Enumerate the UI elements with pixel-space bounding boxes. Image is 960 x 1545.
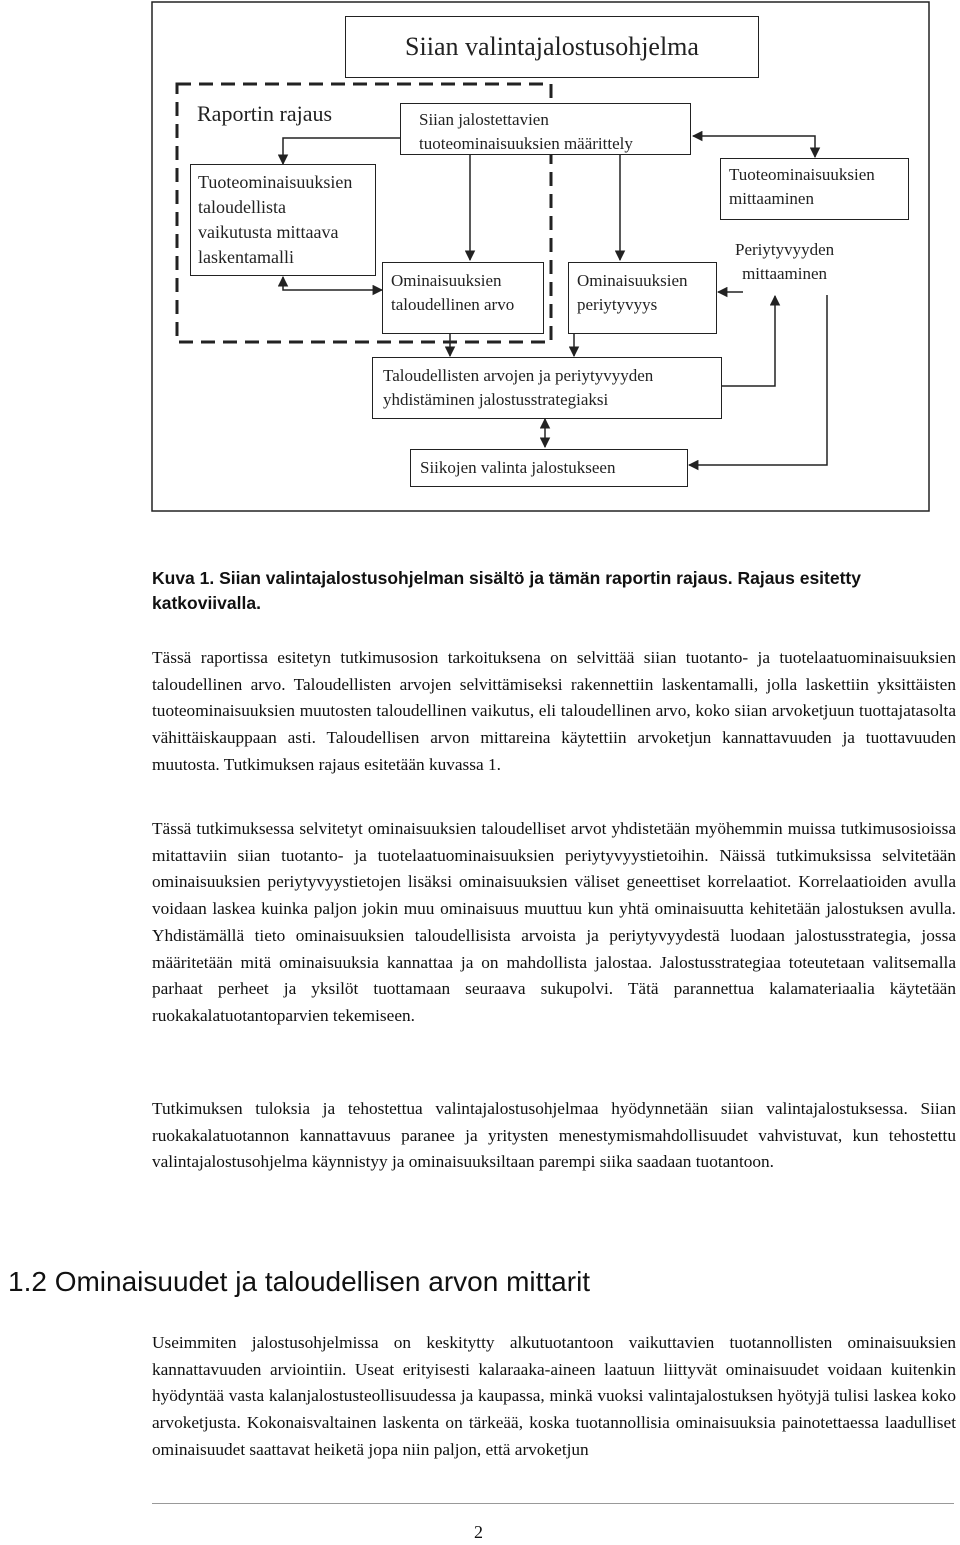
combining-line: yhdistäminen jalostusstrategiaksi xyxy=(383,390,609,409)
arrow-definition-measurement xyxy=(693,136,815,157)
economic-value-line: taloudellinen arvo xyxy=(391,295,515,314)
trait-measurement-line: mittaaminen xyxy=(729,189,814,208)
heritability-measurement-line: Periytyvyyden xyxy=(735,240,835,259)
box-trait-measurement xyxy=(720,158,909,220)
calc-model-border xyxy=(190,164,376,276)
heritability-line: Ominaisuuksien xyxy=(577,271,688,290)
calc-model-line: laskentamalli xyxy=(198,247,294,267)
calc-model-line: taloudellista xyxy=(198,197,286,217)
paragraph-1: Tässä raportissa esitetyn tutkimusosion tarkoituksena on selvittää siian tuotanto- ja tuotelaatuominaisuuksien taloudellinen arvo. Taloudellisten arvojen selvittämiseksi rakennettiin laskentamalli, jolla laskettiin yksittäisten tuoteominaisuuksien muutosten taloudellinen vaikutus, eli taloudellinen arvo, koko siian arvoketjuun tuottajatasolta vähittäiskauppaan asti. Taloudellisen arvon mittareina käytettiin arvoketjun kannattavuuden ja tuottavuuden muutosta. Tutkimuksen rajaus esitetään kuvassa 1. xyxy=(152,648,956,774)
paragraph-3: Tutkimuksen tuloksia ja tehostettua valintajalostusohjelmaa hyödynnetään siian valintajalostuksessa. Siian ruokakalatuotannon kannattavuus paranee ja yritysten menestymismahdollisuudet vahvistuvat, kun tehostettu valintajalostusohjelma käynnistyy ja ominaisuuksiltaan parempi siika saadaan tuotantoon. xyxy=(152,1099,956,1172)
combining-line: Taloudellisten arvojen ja periytyvyyden xyxy=(383,366,654,385)
box-trait-definition xyxy=(400,103,691,155)
box-economic-value xyxy=(382,262,544,334)
economic-value-line: Ominaisuuksien xyxy=(391,271,502,290)
footer-rule xyxy=(152,1503,954,1504)
figure-title-box xyxy=(345,16,759,78)
page-number: 2 xyxy=(474,1522,483,1542)
selection-line: Siikojen valinta jalostukseen xyxy=(420,458,616,477)
heritability-line: periytyvyys xyxy=(577,295,658,314)
trait-definition-line: Siian jalostettavien xyxy=(419,110,549,129)
arrow-combining-to-measurement xyxy=(722,296,775,386)
trait-measurement-line: Tuoteominaisuuksien xyxy=(729,165,875,184)
scope-label: Raportin rajaus xyxy=(197,101,333,126)
box-selection xyxy=(410,449,688,487)
heritability-measurement-line: mittaaminen xyxy=(742,264,828,283)
figure-caption: Kuva 1. Siian valintajalostusohjelman sisältö ja tämän raportin rajaus. Rajaus esitetty katkoviivalla. xyxy=(152,568,861,613)
box-combining xyxy=(372,357,722,419)
paragraph-2: Tässä tutkimuksessa selvitetyt ominaisuuksien taloudelliset arvot yhdistetään myöhemmin muissa tutkimusosioissa mitattaviin siian tuotanto- ja tuotelaatuominaisuuksien periytyvyystietoihin. Näissä tutkimuksissa selvitetään ominaisuuksien periytyvyystietojen lisäksi ominaisuuksien väliset geneettiset korrelaatiot. Korrelaatioiden avulla voidaan laskea kuinka paljon jokin muu ominaisuus muuttuu kun yhtä ominaisuutta kehitetään jalostuksen avulla. Yhdistämällä tieto ominaisuuksien taloudellisista arvoista ja periytyvyydestä luodaan jalostusstrategia, jossa määritetään mitä ominaisuuksia kannattaa ja on mahdollista jalostaa. Jalostusstrategiaa toteutetaan valitsemalla parhaat perheet ja yksilöt tuottamaan seuraava sukupolvi. Tätä parannettua kalamateriaalia käytetään ruokakalatuotantoparvien tekemiseen. xyxy=(152,819,956,1025)
heritability-measurement-label xyxy=(735,238,834,286)
figure-title: Siian valintajalostusohjelma xyxy=(405,32,699,61)
calc-model-line: Tuoteominaisuuksien xyxy=(198,172,353,192)
arrow-model-value xyxy=(283,277,382,290)
section-heading: 1.2 Ominaisuudet ja taloudellisen arvon mittarit xyxy=(8,1266,591,1297)
arrow-definition-to-model xyxy=(283,138,400,164)
box-heritability xyxy=(568,262,717,334)
trait-definition-line: tuoteominaisuuksien määrittely xyxy=(419,134,633,153)
calc-model-line: vaikutusta mittaava xyxy=(198,222,339,242)
section-paragraph: Useimmiten jalostusohjelmissa on keskitytty alkutuotantoon vaikuttavien tuotannollisten ominaisuuksien kannattavuuden arviointiin. Useat erityisesti kalaraaka-aineen laatuun liittyvät ominaisuudet voidaan kuitenkin hyödyntää vasta kalanjalostusteollisuudessa ja kaupassa, minkä vuoksi valintajalostuksen hyötyjä tulisi laskea koko arvoketjusta. Kokonaisvaltainen laskenta on tärkeää, koska tuotannollisia ominaisuuksia painotettaessa laadulliset ominaisuudet saattavat heiketä jopa niin paljon, että arvoketjun xyxy=(152,1333,956,1459)
